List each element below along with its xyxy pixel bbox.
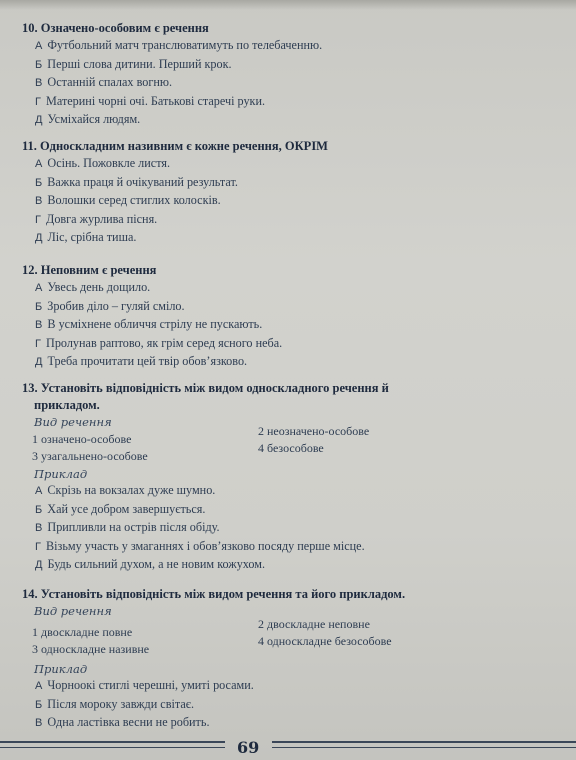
question-14-type-3: 3 односкладне називне <box>32 642 150 656</box>
question-13-option-e: Д Будь сильний духом, а не новим кожухом. <box>35 557 266 572</box>
question-11-title: 11. Односкладним називним є кожне речення, ОКРІМ <box>22 139 328 153</box>
question-14-type-1: 1 двоскладне повне <box>32 625 133 639</box>
footer-rule-right-bottom <box>272 747 576 748</box>
question-12-option-a: А Увесь день дощило. <box>35 280 151 294</box>
question-13-title-line1: 13. Установіть відповідність між видом односкладного речення й <box>22 381 389 395</box>
question-10-option-e: Д Усміхайся людям. <box>35 112 141 127</box>
question-14-option-a: А Чорноокі стиглі черешні, умиті росами. <box>35 678 254 692</box>
question-14-type-2: 2 двоскладне неповне <box>258 617 370 631</box>
question-13-examples-label: Приклад <box>34 467 88 481</box>
question-12-title: 12. Неповним є речення <box>22 263 157 277</box>
question-10-option-d: Г Материні чорні очі. Батькові старечі руки. <box>35 93 266 108</box>
question-14-types <box>22 619 542 655</box>
question-10-option-a: А Футбольний матч транслюватимуть по телебаченню. <box>35 38 323 52</box>
question-13-option-d: Г Візьму участь у змаганнях і обов’язково посяду перше місце. <box>35 538 365 553</box>
question-13-types <box>22 424 542 466</box>
question-10-option-b: Б Перші слова дитини. Перший крок. <box>35 56 232 71</box>
question-14-type-4: 4 односкладне безособове <box>258 634 392 648</box>
footer-rule-right-top <box>272 741 576 743</box>
question-12-option-c: В В усміхнене обличчя стрілу не пускають. <box>35 317 263 332</box>
question-14-title: 14. Установіть відповідність між видом речення та його прикладом. <box>22 587 406 601</box>
question-13-type-3: 3 узагальнено-особове <box>32 449 148 463</box>
question-13-type-2: 2 неозначено-особове <box>258 424 370 438</box>
question-11-option-e: Д Ліс, срібна тиша. <box>35 230 137 245</box>
question-12-option-b: Б Зробив діло – гуляй сміло. <box>35 298 185 313</box>
footer-rule-left-bottom <box>0 747 225 748</box>
page-top-shadow <box>0 0 576 10</box>
question-13-title-line2: прикладом. <box>34 398 100 412</box>
question-13-option-c: В Припливли на острів після обіду. <box>35 520 220 535</box>
question-11 <box>22 138 542 248</box>
page-number: 69 <box>237 738 260 757</box>
question-14-types-label: Вид речення <box>34 604 112 618</box>
question-11-option-a: А Осінь. Пожовкле листя. <box>35 156 171 170</box>
question-14-examples-label: Приклад <box>34 662 88 676</box>
question-12 <box>22 262 542 372</box>
question-11-option-d: Г Довга журлива пісня. <box>35 211 158 226</box>
question-12-option-e: Д Треба прочитати цей твір обов’язково. <box>35 354 248 369</box>
question-13 <box>22 380 542 575</box>
question-13-types-label: Вид речення <box>34 415 112 429</box>
question-12-option-d: Г Пролунав раптово, як грім серед ясного неба. <box>35 335 283 350</box>
question-14 <box>22 586 542 733</box>
question-13-type-1: 1 означено-особове <box>32 432 132 446</box>
question-13-option-a: А Скрізь на вокзалах дуже шумно. <box>35 483 216 497</box>
question-13-option-b: Б Хай усе добром завершується. <box>35 501 206 516</box>
question-14-option-c: В Одна ластівка весни не робить. <box>35 715 210 730</box>
question-14-option-b: Б Після мороку завжди світає. <box>35 696 195 711</box>
question-13-type-4: 4 безособове <box>258 441 324 455</box>
question-11-option-c: В Волошки серед стиглих колосків. <box>35 193 221 208</box>
question-10-title: 10. Означено-особовим є речення <box>22 21 209 35</box>
question-10 <box>22 20 542 130</box>
question-11-option-b: Б Важка праця й очікуваний результат. <box>35 174 238 189</box>
question-10-option-c: В Останній спалах вогню. <box>35 75 173 90</box>
footer-rule-left-top <box>0 741 225 743</box>
